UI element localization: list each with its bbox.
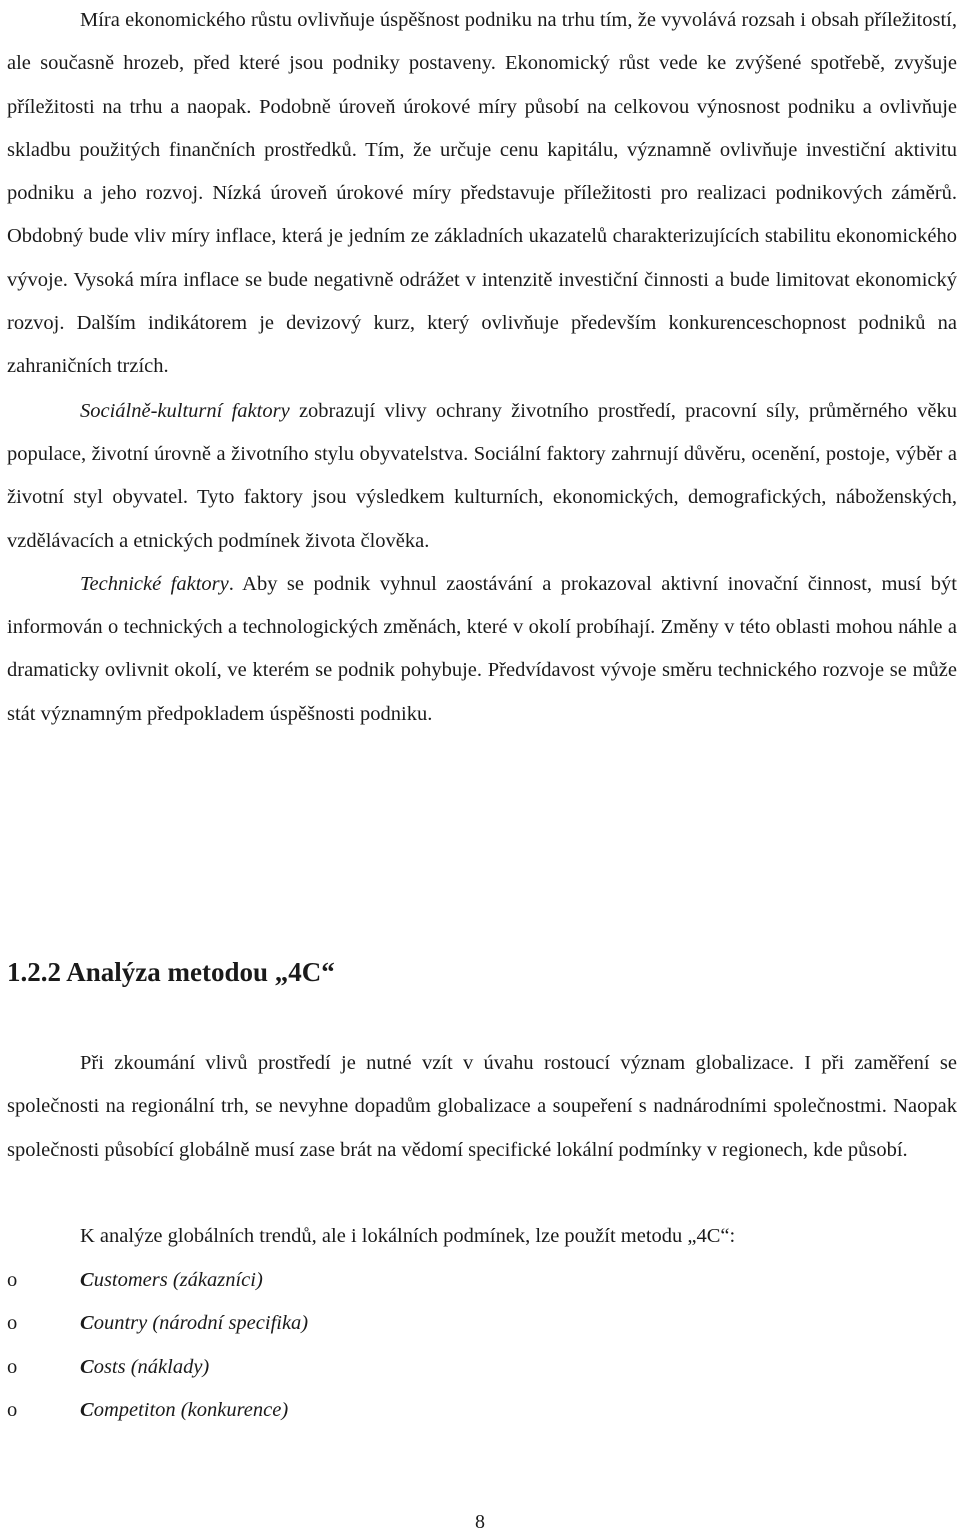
list-item-initial: C bbox=[80, 1398, 94, 1421]
list-item-initial: C bbox=[80, 1355, 94, 1378]
paragraph-method-intro: K analýze globálních trendů, ale i lokálních podmínek, lze použít metodu „4C“: bbox=[80, 1225, 736, 1247]
bullet-marker: o bbox=[7, 1398, 18, 1421]
section-heading: 1.2.2 Analýza metodou „4C“ bbox=[7, 957, 335, 987]
4c-factor-list bbox=[7, 1259, 308, 1432]
list-item-text bbox=[80, 1302, 308, 1345]
paragraph-social-factors bbox=[7, 390, 957, 563]
list-item-rest: ompetiton (konkurence) bbox=[93, 1398, 289, 1421]
list-item-text bbox=[80, 1389, 288, 1432]
list-item bbox=[7, 1389, 308, 1432]
paragraph-technical-factors bbox=[7, 563, 957, 736]
list-item-text bbox=[80, 1346, 209, 1389]
list-item-text bbox=[80, 1259, 263, 1302]
document-page bbox=[7, 0, 957, 1421]
list-item bbox=[7, 1302, 308, 1345]
list-item-initial: C bbox=[80, 1269, 94, 1291]
term-social-factors: Sociálně-kulturní faktory bbox=[80, 399, 290, 422]
list-item-initial: C bbox=[80, 1312, 94, 1335]
bullet-marker: o bbox=[7, 1355, 18, 1378]
bullet-marker: o bbox=[7, 1312, 18, 1335]
paragraph-economic-factors: Míra ekonomického růstu ovlivňuje úspěšnost podniku na trhu tím, že vyvolává rozsah i obsah příležitostí, ale současně hrozeb, před které jsou podniky postaveny. Ekonomický růst vede ke zvýšené spotřebě, zvyšuje příležitosti na trhu a naopak. Podobně úroveň úrokové míry působí na celkovou výnosnost podniku a ovlivňuje skladbu použitých finančních prostředků. Tím, že určuje cenu kapitálu, významně ovlivňuje investiční aktivitu podniku a jeho rozvoj. Nízká úroveň úrokové míry představuje příležitosti pro realizaci podnikových záměrů. Obdobný bude vliv míry inflace, která je jedním ze základních ukazatelů charakterizujících stabilitu ekonomického vývoje. Vysoká míra inflace se bude negativně odrážet v intenzitě investiční činnosti a bude limitovat ekonomický rozvoj. Dalším indikátorem je devizový kurz, který ovlivňuje především konkurenceschopnost podniků na zahraničních trzích. bbox=[7, 9, 957, 378]
bullet-marker: o bbox=[7, 1269, 18, 1291]
term-technical-factors: Technické faktory bbox=[80, 572, 229, 595]
social-factors-text: zobrazují vlivy ochrany životního prostředí, pracovní síly, průměrného věku populace, životní úrovně a životního stylu obyvatelstva. Sociální faktory zahrnují důvěru, ocenění, postoje, výběr a životní styl obyvatel. Tyto faktory jsou výsledkem kulturních, ekonomických, demografických, náboženských, vzdělávacích a etnických podmínek života člověka. bbox=[7, 399, 957, 552]
technical-factors-text: . Aby se podnik vyhnul zaostávání a prokazoval aktivní inovační činnost, musí být informován o technických a technologických změnách, které v okolí probíhají. Změny v této oblasti mohou náhle a dramaticky ovlivnit okolí, ve kterém se podnik pohybuje. Předvídavost vývoje směru technického rozvoje se může stát významným předpokladem úspěšnosti podniku. bbox=[7, 572, 957, 725]
list-item bbox=[7, 1259, 308, 1302]
page-number: 8 bbox=[475, 1511, 485, 1533]
list-item-rest: osts (náklady) bbox=[93, 1355, 210, 1378]
list-item-rest: ustomers (zákazníci) bbox=[93, 1269, 263, 1291]
list-item-rest: ountry (národní specifika) bbox=[93, 1312, 309, 1335]
list-item bbox=[7, 1346, 308, 1389]
paragraph-globalization: Při zkoumání vlivů prostředí je nutné vzít v úvahu rostoucí význam globalizace. I při zaměření se společnosti na regionální trh, se nevyhne dopadům globalizace a soupeření s nadnárodními společnostmi. Naopak společnosti působící globálně musí zase brát na vědomí specifické lokální podmínky v regionech, kde působí. bbox=[7, 1052, 957, 1161]
